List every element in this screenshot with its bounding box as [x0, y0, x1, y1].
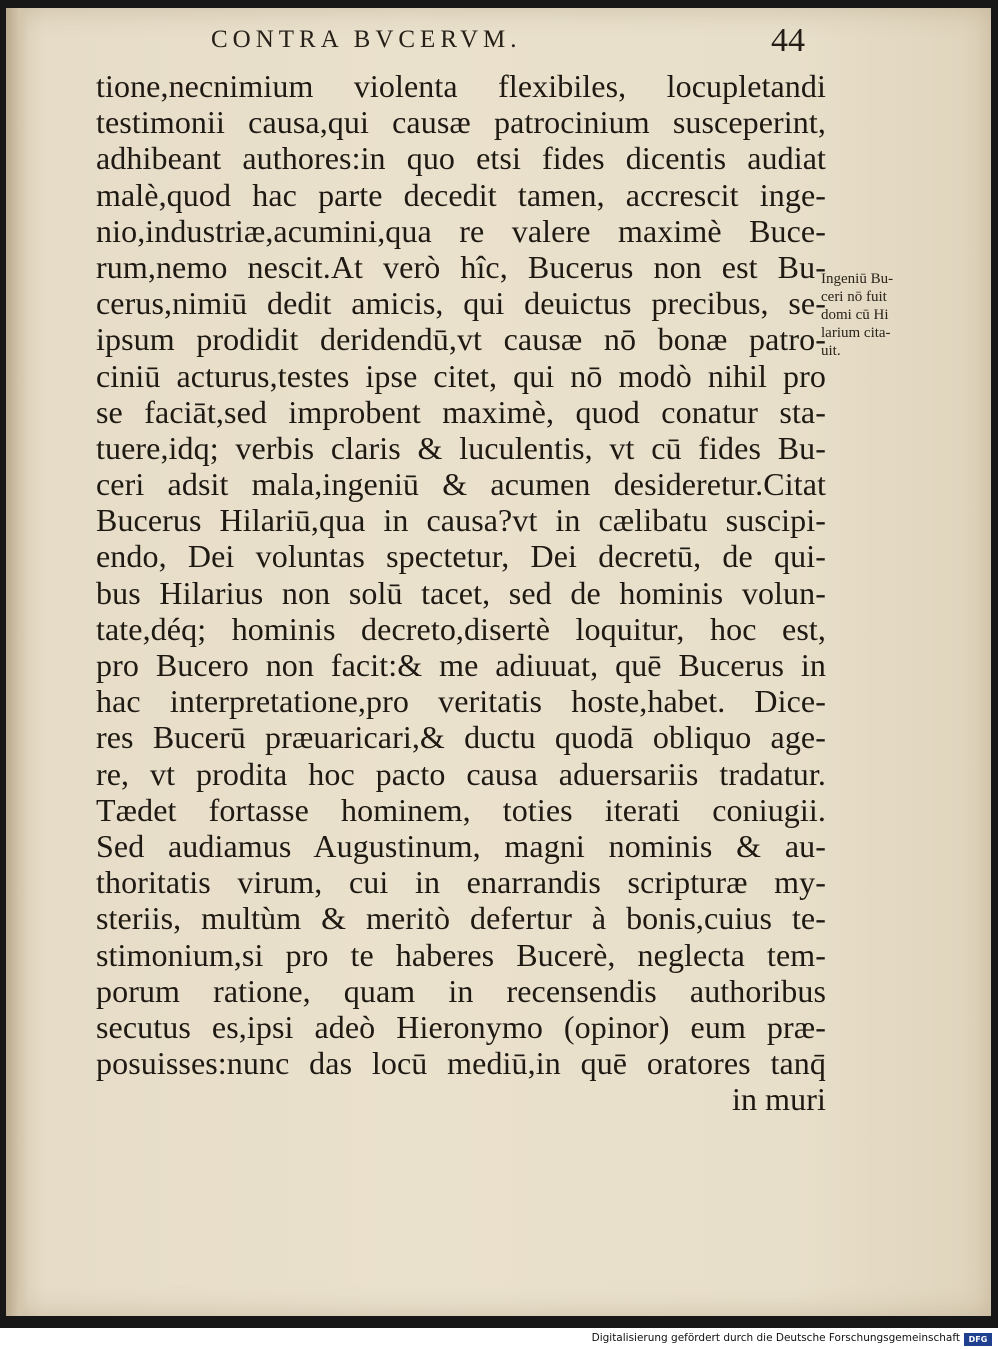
text-line: se faciāt,sed improbent maximè, quod conatur sta-: [96, 393, 826, 430]
text-line: stimonium,si pro te haberes Bucerè, neglecta tem-: [96, 936, 826, 973]
running-title: CONTRA BVCERVM.: [211, 26, 522, 53]
text-line: posuisses:nunc das locū mediū,in quē oratores tanq̄: [96, 1045, 826, 1082]
text-line: res Bucerū præuaricari,& ductu quodā obliquo age-: [96, 719, 826, 756]
text-line: ciniū acturus,testes ipse citet, qui nō modò nihil pro: [96, 357, 826, 394]
text-line: malè,quod hac parte decedit tamen, accrescit inge-: [96, 176, 826, 213]
text-line: thoritatis virum, cui in enarrandis scripturæ my-: [96, 864, 826, 901]
text-line: cerus,nimiū dedit amicis, qui deuictus precibus, se-: [96, 285, 826, 322]
dfg-logo: DFG: [964, 1333, 992, 1346]
funding-credit: Digitalisierung gefördert durch die Deutsche Forschungsgemeinschaft: [591, 1332, 960, 1344]
text-line: porum ratione, quam in recensendis authoribus: [96, 972, 826, 1009]
page-gutter-shadow: [6, 8, 28, 1316]
text-line: secutus es,ipsi adeò Hieronymo (opinor) eum præ-: [96, 1008, 826, 1045]
margin-note: [821, 270, 931, 360]
margin-note-line: uit.: [821, 343, 841, 359]
catchword: in muri: [731, 1081, 826, 1118]
page-number: 44: [771, 22, 805, 59]
text-line: re, vt prodita hoc pacto causa aduersariis tradatur.: [96, 755, 826, 792]
text-line: endo, Dei voluntas spectetur, Dei decretū, de qui-: [96, 538, 826, 575]
text-line: pro Bucero non facit:& me adiuuat, quē Bucerus in: [96, 647, 826, 683]
text-line: hac interpretatione,pro veritatis hoste,habet. Dice-: [96, 683, 826, 720]
book-page: [6, 8, 991, 1316]
text-line: tione,necnimium violenta flexibiles, locupletandi: [96, 68, 826, 104]
text-line: adhibeant authores:in quo etsi fides dicentis audiat: [96, 140, 826, 177]
margin-note-line: domi cū Hi: [821, 307, 889, 323]
margin-note-line: larium cita-: [821, 325, 891, 341]
text-line: ipsum prodidit deridendū,vt causæ nō bonæ patro-: [96, 321, 826, 358]
text-line: testimonii causa,qui causæ patrocinium susceperint,: [96, 104, 826, 141]
margin-note-line: ceri nō fuit: [821, 289, 887, 305]
text-line: nio,industriæ,acumini,qua re valere maximè Buce-: [96, 212, 826, 249]
text-line: tate,déq; hominis decreto,disertè loquitur, hoc est,: [96, 610, 826, 647]
text-line: Sed audiamus Augustinum, magni nominis & au-: [96, 827, 826, 864]
running-head: [6, 22, 991, 62]
text-line: rum,nemo nescit.At verò hîc, Bucerus non est Bu-: [96, 248, 826, 285]
text-line: Bucerus Hilariū,qua in causa?vt in cælibatu suscipi-: [96, 502, 826, 539]
body-text: [96, 68, 826, 1117]
text-line: bus Hilarius non solū tacet, sed de hominis volun-: [96, 574, 826, 611]
text-line: steriis, multùm & meritò defertur à bonis,cuius te-: [96, 900, 826, 937]
margin-note-line: Ingeniū Bu-: [821, 271, 894, 287]
footer: [0, 1332, 994, 1348]
text-line: Tædet fortasse hominem, toties iterati coniugii.: [96, 791, 826, 828]
text-line: tuere,idq; verbis claris & luculentis, vt cū fides Bu-: [96, 429, 826, 466]
text-line: ceri adsit mala,ingeniū & acumen desideretur.Citat: [96, 466, 826, 503]
